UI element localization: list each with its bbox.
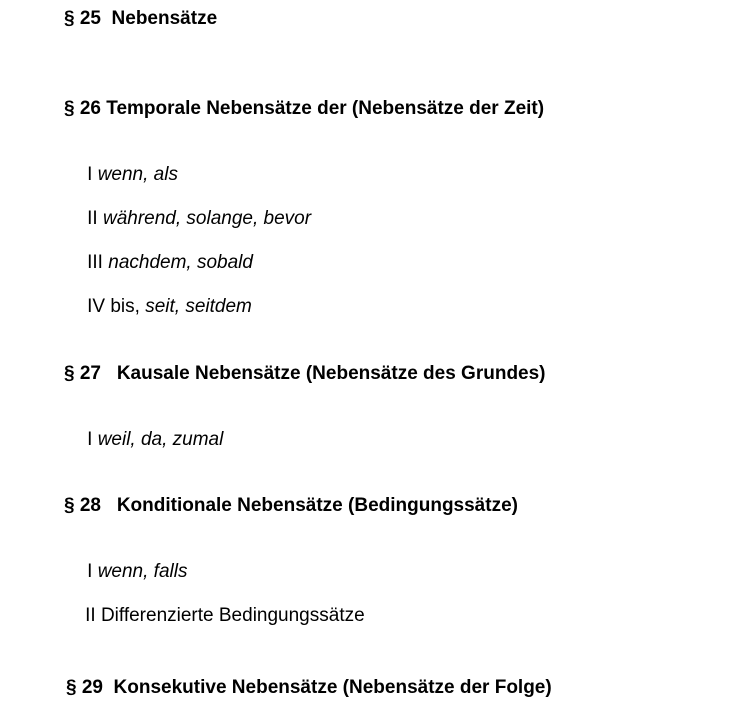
roman-numeral: I bbox=[87, 561, 98, 582]
list-item bbox=[64, 583, 365, 649]
list-item bbox=[66, 274, 252, 340]
conjunction-list: weil, da, zumal bbox=[97, 429, 224, 450]
roman-numeral: II Differenzierte Bedingungssätze bbox=[85, 605, 365, 626]
roman-numeral: IV bis, bbox=[87, 296, 146, 317]
section-heading-26: § 26 Temporale Nebensätze der (Nebensätze der Zeit) bbox=[64, 98, 545, 119]
conjunction-list: wenn, falls bbox=[97, 561, 188, 582]
conjunction-list: nachdem, sobald bbox=[108, 252, 253, 273]
roman-numeral: I bbox=[87, 429, 98, 450]
section-heading-27: § 27 Kausale Nebensätze (Nebensätze des Grundes) bbox=[64, 363, 546, 384]
conjunction-list: wenn, als bbox=[97, 164, 178, 185]
section-heading-28: § 28 Konditionale Nebensätze (Bedingungssätze) bbox=[64, 495, 518, 516]
section-heading-25: § 25 Nebensätze bbox=[64, 8, 218, 29]
conjunction-list: während, solange, bevor bbox=[102, 208, 312, 229]
roman-numeral: III bbox=[87, 252, 109, 273]
roman-numeral: I bbox=[87, 164, 98, 185]
list-item bbox=[66, 407, 223, 473]
roman-numeral: II bbox=[87, 208, 103, 229]
conjunction-list: seit, seitdem bbox=[145, 296, 252, 317]
section-heading-29: § 29 Konsekutive Nebensätze (Nebensätze der Folge) bbox=[66, 677, 552, 698]
